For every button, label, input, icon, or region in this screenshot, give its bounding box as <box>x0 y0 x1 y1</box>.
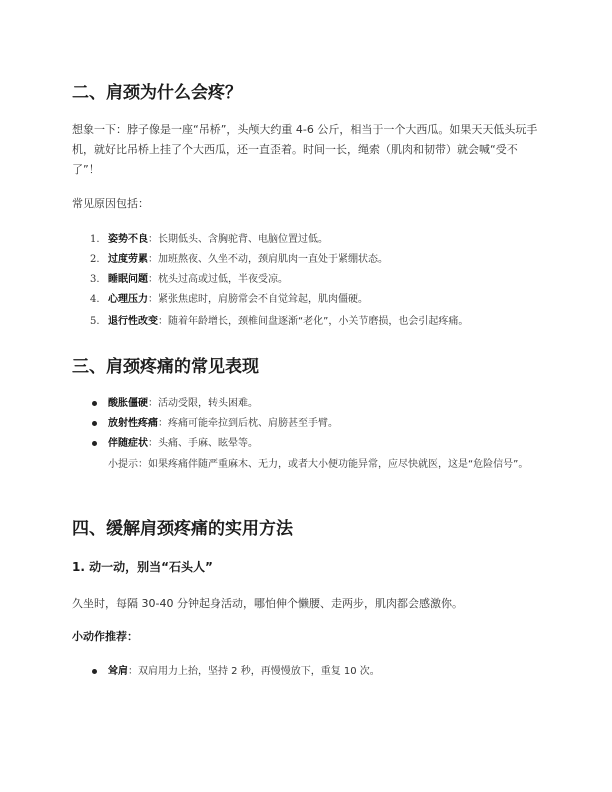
list-number: 4. <box>90 294 100 305</box>
section2-intro: 想象一下：脖子像是一座“吊桥”，头颅大约重 4-6 公斤，相当于一个大西瓜。如果天天低头玩手机，就好比吊桥上挂了个大西瓜，还一直歪着。时间一长，绳索（肌肉和韧带）就会喊“受不了”！ <box>72 123 538 176</box>
tip-note: 小提示：如果疼痛伴随严重麻木、无力，或者大小便功能异常，应尽快就医，这是“危险信号”。 <box>108 459 529 470</box>
list-item-term: 放射性疼痛 <box>108 418 158 429</box>
list-item-term: 心理压力 <box>108 294 148 305</box>
section3-heading: 三、肩颈疼痛的常见表现 <box>72 357 259 377</box>
list-item <box>108 662 548 681</box>
list-item-desc: ：疼痛可能牵拉到后枕、肩膀甚至手臂。 <box>158 418 338 429</box>
list-number: 2. <box>90 254 100 265</box>
list-number: 5. <box>90 316 100 327</box>
subsection-title: 1. 动一动，别当“石头人” <box>72 560 213 574</box>
list-item-term: 退行性改变 <box>108 316 158 327</box>
causes-label: 常见原因包括： <box>72 197 149 210</box>
subsection-text: 久坐时，每隔 30-40 分钟起身活动，哪怕伸个懒腰、走两步，肌肉都会感激你。 <box>72 597 463 610</box>
list-item-desc: ：加班熬夜、久坐不动，颈肩肌肉一直处于紧绷状态。 <box>148 254 388 265</box>
list-item-term: 酸胀僵硬 <box>108 398 148 409</box>
list-item <box>90 312 548 331</box>
bullet-icon <box>92 441 97 446</box>
list-item <box>108 394 548 413</box>
list-item <box>90 250 548 269</box>
list-item-desc: ：头痛、手麻、眩晕等。 <box>148 438 258 449</box>
section4-heading: 四、缓解肩颈疼痛的实用方法 <box>72 519 293 539</box>
list-item <box>108 414 548 433</box>
list-item <box>90 270 548 289</box>
list-item-desc: ：双肩用力上抬，坚持 2 秒，再慢慢放下，重复 10 次。 <box>128 666 380 677</box>
list-item <box>108 434 548 453</box>
list-number: 3. <box>90 274 100 285</box>
list-item-desc: ：长期低头、含胸驼背、电脑位置过低。 <box>148 234 328 245</box>
bullet-icon <box>92 421 97 426</box>
section2-heading: 二、肩颈为什么会疼？ <box>72 83 242 103</box>
list-item-term: 伴随症状 <box>108 438 148 449</box>
moves-label: 小动作推荐： <box>72 630 138 643</box>
list-item-term: 姿势不良 <box>108 234 148 245</box>
list-item-term: 耸肩 <box>108 666 128 677</box>
list-item <box>90 230 548 249</box>
list-item <box>90 290 548 309</box>
list-item-term: 睡眠问题 <box>108 274 148 285</box>
list-item-desc: ：随着年龄增长，颈椎间盘逐渐“老化”，小关节磨损，也会引起疼痛。 <box>158 316 469 327</box>
list-item-desc: ：活动受限，转头困难。 <box>148 398 258 409</box>
list-item-desc: ：枕头过高或过低，半夜受凉。 <box>148 274 288 285</box>
list-item-desc: ：紧张焦虑时，肩膀常会不自觉耸起，肌肉僵硬。 <box>148 294 368 305</box>
list-number: 1. <box>90 234 100 245</box>
list-item-term: 过度劳累 <box>108 254 148 265</box>
bullet-icon <box>92 669 97 674</box>
bullet-icon <box>92 401 97 406</box>
